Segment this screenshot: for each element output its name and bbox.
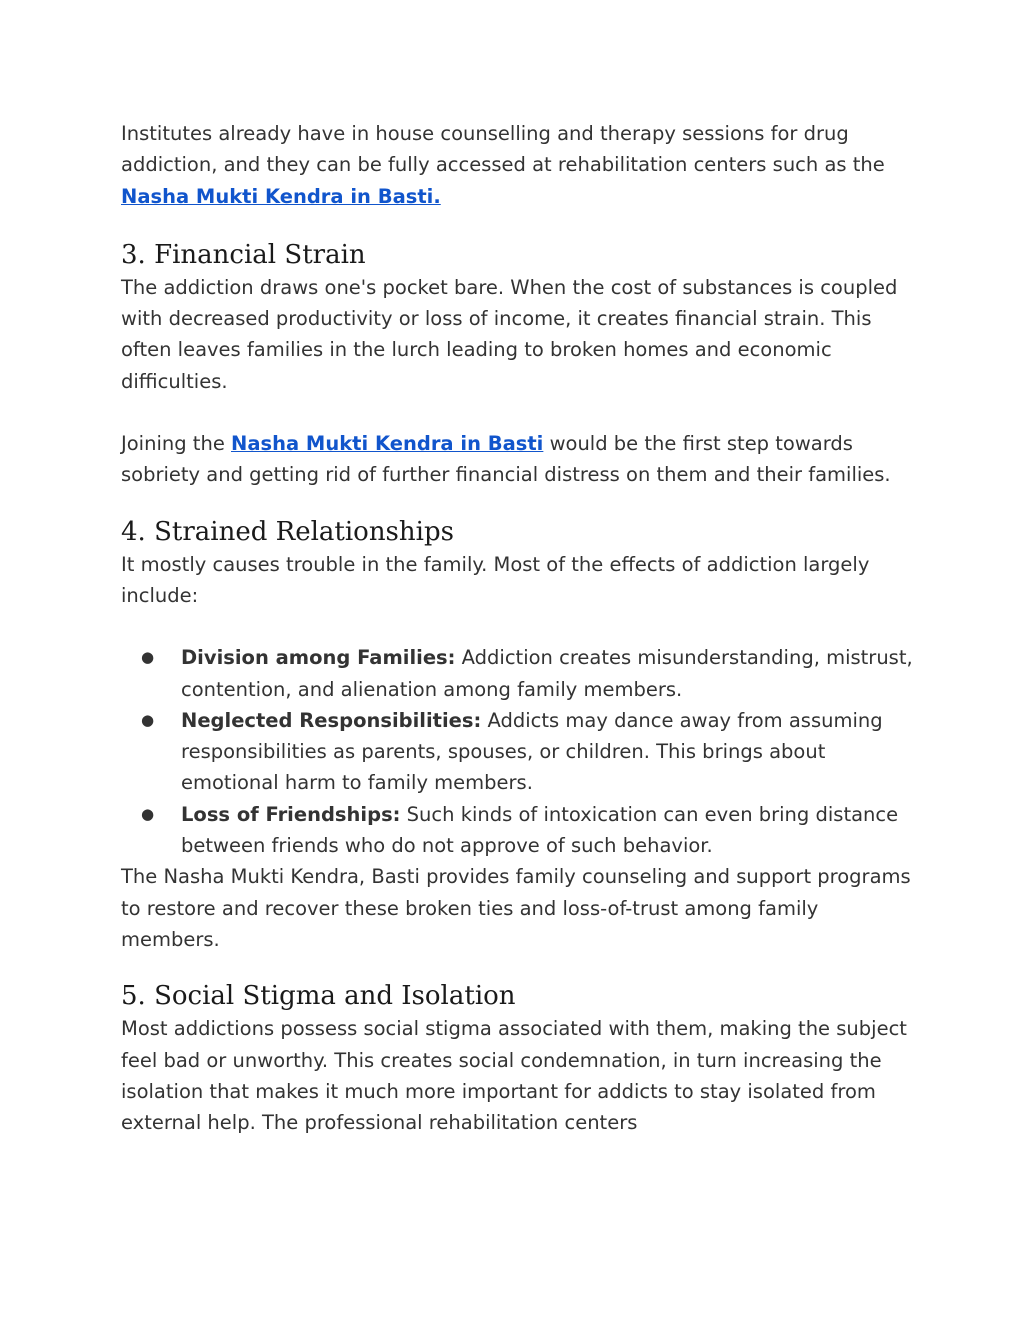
list-item [141, 705, 921, 799]
effects-list [121, 642, 921, 861]
financial-strain-paragraph: The addiction draws one's pocket bare. When the cost of substances is coupled with decreased productivity or loss of income, it creates financial strain. This often leaves families in the lurch leading to broken homes and economic difficulties. [121, 275, 898, 393]
heading-strained-relationships: 4. Strained Relationships [121, 516, 454, 547]
relationships-intro: It mostly causes trouble in the family. Most of the effects of addiction largely include: [121, 552, 870, 607]
list-item [141, 799, 921, 862]
intro-paragraph [121, 118, 921, 212]
social-stigma-paragraph: Most addictions possess social stigma associated with them, making the subject feel bad or unworthy. This creates social condemnation, in turn increasing the isolation that makes it much more important for addicts to stay isolated from external help. The professional rehabilitation centers [121, 1017, 907, 1135]
list-item-term: Neglected Responsibilities: [181, 708, 482, 732]
list-item-term: Division among Families: [181, 646, 456, 670]
relationships-outro: The Nasha Mukti Kendra, Basti provides family counseling and support programs to restore and recover these broken ties and loss-of-trust among family members. [121, 865, 911, 951]
bullet-icon: ● [141, 648, 155, 667]
heading-financial-strain: 3. Financial Strain [121, 239, 366, 270]
nasha-mukti-link-1[interactable]: Nasha Mukti Kendra in Basti. [121, 184, 441, 208]
bullet-icon: ● [141, 710, 155, 729]
spacer [121, 611, 921, 642]
joining-text-after: would be the first step towards sobriety and getting rid of further financial distress on them and their families. [121, 432, 891, 487]
spacer [121, 397, 921, 428]
list-item [141, 642, 921, 705]
list-item-text: Addicts may dance away from assuming responsibilities as parents, spouses, or children. This brings about emotional harm to family members. [181, 708, 883, 795]
document-page [121, 118, 921, 1138]
nasha-mukti-link-2[interactable]: Nasha Mukti Kendra in Basti [231, 432, 544, 456]
list-item-text: Such kinds of intoxication can even bring distance between friends who do not approve of such behavior. [181, 802, 899, 858]
heading-social-stigma: 5. Social Stigma and Isolation [121, 981, 516, 1012]
list-item-term: Loss of Friendships: [181, 802, 401, 826]
intro-text: Institutes already have in house counselling and therapy sessions for drug addiction, and they can be fully accessed at rehabilitation centers such as the [121, 122, 885, 177]
joining-text-before: Joining the [121, 432, 232, 456]
joining-paragraph [121, 428, 921, 491]
list-item-text: Addiction creates misunderstanding, mistrust, contention, and alienation among family members. [181, 646, 913, 701]
bullet-icon: ● [141, 804, 155, 823]
